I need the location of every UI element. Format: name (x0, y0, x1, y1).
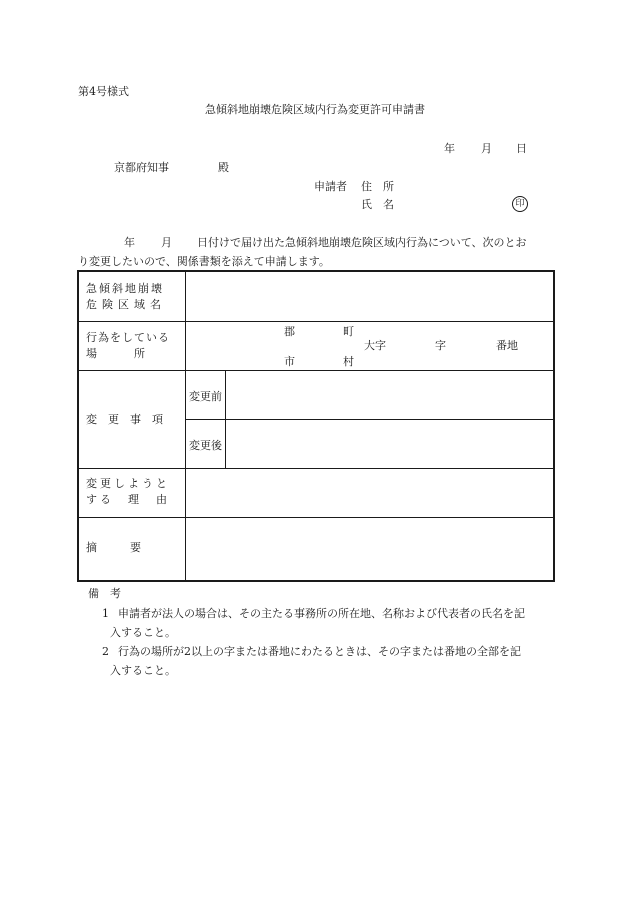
banchi-label: 番地 (496, 339, 518, 352)
applicant-name-label: 氏 名 (361, 198, 394, 211)
reason-label: 変更しようと する 理 由 (86, 477, 170, 506)
note-2-number: 2 (102, 645, 109, 658)
summary-label: 摘 要 (86, 541, 141, 554)
seal-mark: 印 (512, 196, 528, 212)
change-sub-column-divider (225, 370, 226, 468)
intro-year: 年 (124, 236, 135, 249)
cho-label: 町 (343, 325, 354, 338)
place-label: 行為をしている 場 所 (86, 331, 170, 360)
label-column-divider (185, 272, 186, 580)
intro-text-line1: 日付けで届け出た急傾斜地崩壊危険区域内行為について、次のとお (197, 236, 527, 249)
intro-text-line2: り変更したいので、関係書類を添えて申請します。 (78, 255, 330, 268)
change-items-label: 変 更 事 項 (86, 413, 163, 426)
date-day-label: 日 (516, 142, 527, 155)
before-change-field[interactable] (227, 371, 552, 417)
shi-label: 市 (284, 355, 295, 368)
after-change-field[interactable] (227, 420, 552, 466)
oaza-label: 大字 (364, 339, 386, 352)
before-change-label: 変更前 (189, 390, 222, 403)
after-change-label: 変更後 (189, 439, 222, 452)
notes-heading: 備 考 (88, 587, 121, 600)
note-1-line2: 入すること。 (110, 626, 176, 639)
application-form-table (77, 270, 555, 582)
date-month-label: 月 (481, 142, 492, 155)
summary-field[interactable] (187, 518, 552, 579)
reason-field[interactable] (187, 469, 552, 515)
addressee-honorific: 殿 (218, 161, 229, 174)
document-title: 急傾斜地崩壊危険区域内行為変更許可申請書 (205, 103, 425, 116)
son-label: 村 (343, 355, 354, 368)
note-2-line2: 入すること。 (110, 664, 176, 677)
place-field[interactable] (187, 322, 552, 368)
applicant-address-label: 住 所 (361, 180, 394, 193)
gun-label: 郡 (284, 325, 295, 338)
note-1-number: 1 (102, 607, 109, 620)
note-2-line1: 行為の場所が2以上の字または番地にわたるときは、その字または番地の全部を記 (118, 645, 521, 658)
note-1-line1: 申請者が法人の場合は、その主たる事務所の所在地、名称および代表者の氏名を記 (118, 607, 525, 620)
date-year-label: 年 (444, 142, 455, 155)
intro-month: 月 (161, 236, 172, 249)
addressee-name: 京都府知事 (114, 161, 169, 174)
aza-label: 字 (435, 339, 446, 352)
area-name-label: 急傾斜地崩壊 危険区域名 (86, 282, 166, 311)
area-name-field[interactable] (187, 273, 552, 319)
form-number: 第4号様式 (78, 85, 129, 98)
applicant-label: 申請者 (314, 180, 347, 193)
